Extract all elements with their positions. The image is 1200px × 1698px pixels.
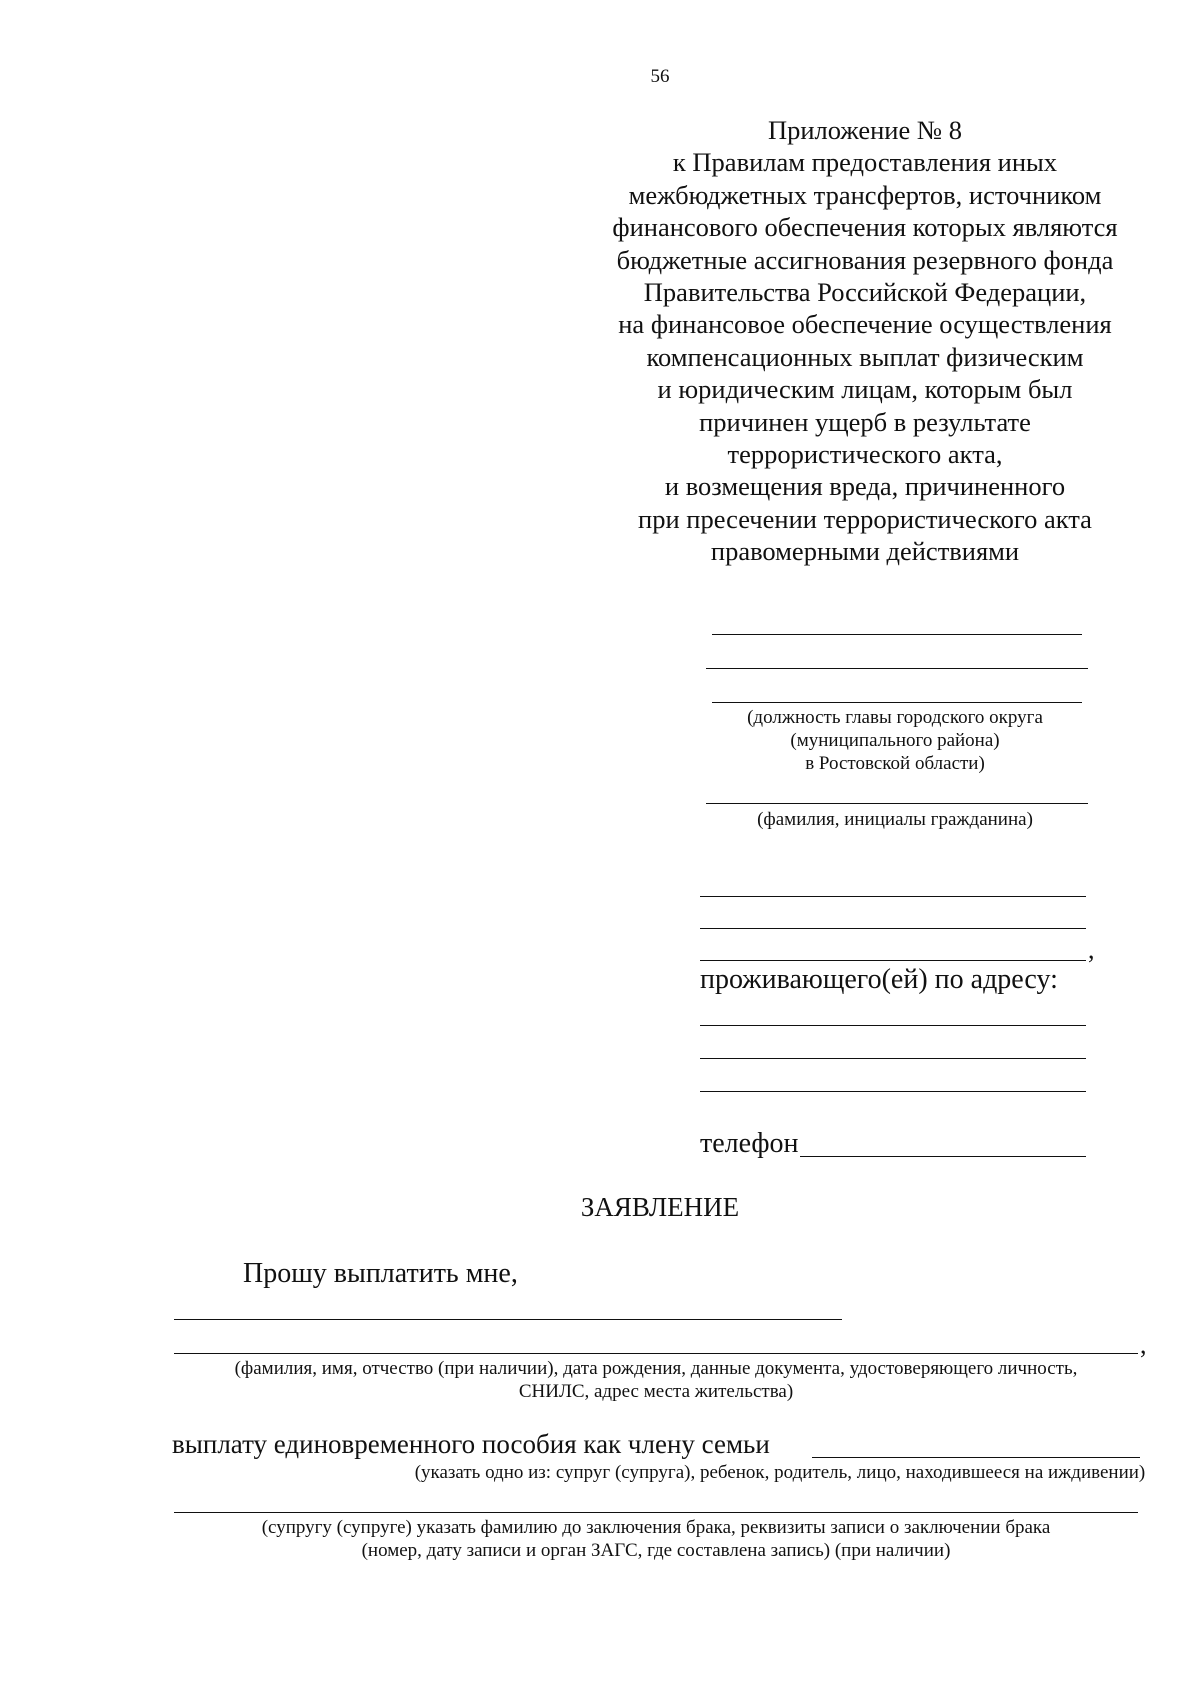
appendix-line: правомерными действиями: [710, 536, 1020, 567]
statement-title: ЗАЯВЛЕНИЕ: [580, 1192, 740, 1222]
person-comma: ,: [1140, 1330, 1147, 1359]
appendix-line: Правительства Российской Федерации,: [643, 277, 1087, 308]
appendix-line: финансового обеспечения которых являются: [612, 212, 1118, 243]
phone-label: телефон: [700, 1128, 799, 1159]
appendix-line: Приложение № 8: [767, 115, 962, 145]
appendix-heading: [585, 114, 1145, 568]
appendix-line: и возмещения вреда, причиненного: [664, 471, 1066, 502]
appendix-line: к Правилам предоставления иных: [672, 147, 1058, 178]
relation-line[interactable]: [812, 1457, 1140, 1458]
spouse-line[interactable]: [174, 1512, 1138, 1513]
addressee-name-caption: (фамилия, инициалы гражданина): [757, 809, 1033, 830]
appendix-line: межбюджетных трансфертов, источником: [628, 179, 1102, 210]
request-text: Прошу выплатить мне,: [243, 1258, 518, 1289]
addressee-position-line[interactable]: [712, 702, 1082, 703]
address-line[interactable]: [700, 1025, 1086, 1026]
appendix-line: причинен ущерб в результате: [699, 406, 1031, 437]
appendix-line: бюджетные ассигнования резервного фонда: [616, 244, 1114, 275]
person-caption: (фамилия, имя, отчество (при наличии), дата рождения, данные документа, удостоверяющего личность, СНИЛС, адрес места жительства): [234, 1358, 1078, 1402]
address-label: проживающего(ей) по адресу:: [700, 964, 1058, 995]
addressee-position-line[interactable]: [706, 668, 1088, 669]
addressee-position-line[interactable]: [712, 634, 1082, 635]
appendix-line: террористического акта,: [727, 439, 1003, 470]
address-line[interactable]: [700, 1091, 1086, 1092]
applicant-name-line[interactable]: [700, 960, 1086, 961]
spouse-caption: (супругу (супруге) указать фамилию до заключения брака, реквизиты записи о заключении брака (номер, дату записи и орган ЗАГС, где составлена запись) (при наличии): [261, 1517, 1051, 1561]
phone-line[interactable]: [800, 1156, 1086, 1157]
applicant-name-line[interactable]: [700, 928, 1086, 929]
appendix-line: на финансовое обеспечение осуществления: [618, 309, 1112, 340]
person-line[interactable]: [174, 1319, 842, 1320]
appendix-line: компенсационных выплат физическим: [646, 341, 1084, 372]
person-line[interactable]: [174, 1353, 1138, 1354]
addressee-position-caption: (должность главы городского округа (муниципального района) в Ростовской области): [747, 707, 1043, 774]
appendix-line: и юридическим лицам, которым был: [657, 374, 1073, 405]
addressee-name-line[interactable]: [706, 803, 1088, 804]
page-number: 56: [650, 66, 670, 87]
payment-text: выплату единовременного пособия как члену семьи: [172, 1429, 770, 1459]
applicant-name-line[interactable]: [700, 896, 1086, 897]
applicant-comma: ,: [1088, 935, 1095, 964]
appendix-line: при пресечении террористического акта: [638, 503, 1092, 534]
address-line[interactable]: [700, 1058, 1086, 1059]
